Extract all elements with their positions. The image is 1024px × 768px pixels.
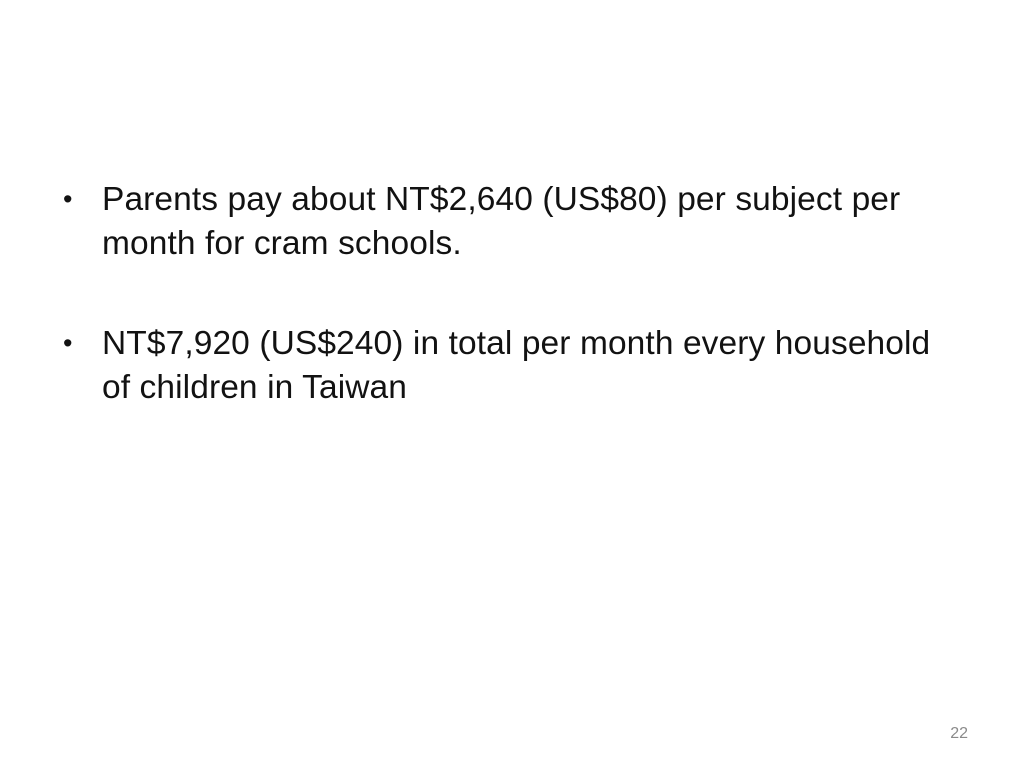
list-spacer bbox=[55, 266, 955, 322]
bullet-list bbox=[55, 178, 955, 410]
list-item bbox=[55, 322, 955, 410]
list-item bbox=[55, 178, 955, 266]
list-item-text: Parents pay about NT$2,640 (US$80) per subject per month for cram schools. bbox=[102, 181, 901, 262]
slide-body bbox=[55, 178, 955, 410]
bullet-marker-icon: • bbox=[63, 184, 73, 214]
bullet-marker-icon: • bbox=[63, 327, 73, 358]
list-item-text: NT$7,920 (US$240) in total per month every household of children in Taiwan bbox=[102, 324, 931, 406]
page-number: 22 bbox=[950, 725, 968, 742]
